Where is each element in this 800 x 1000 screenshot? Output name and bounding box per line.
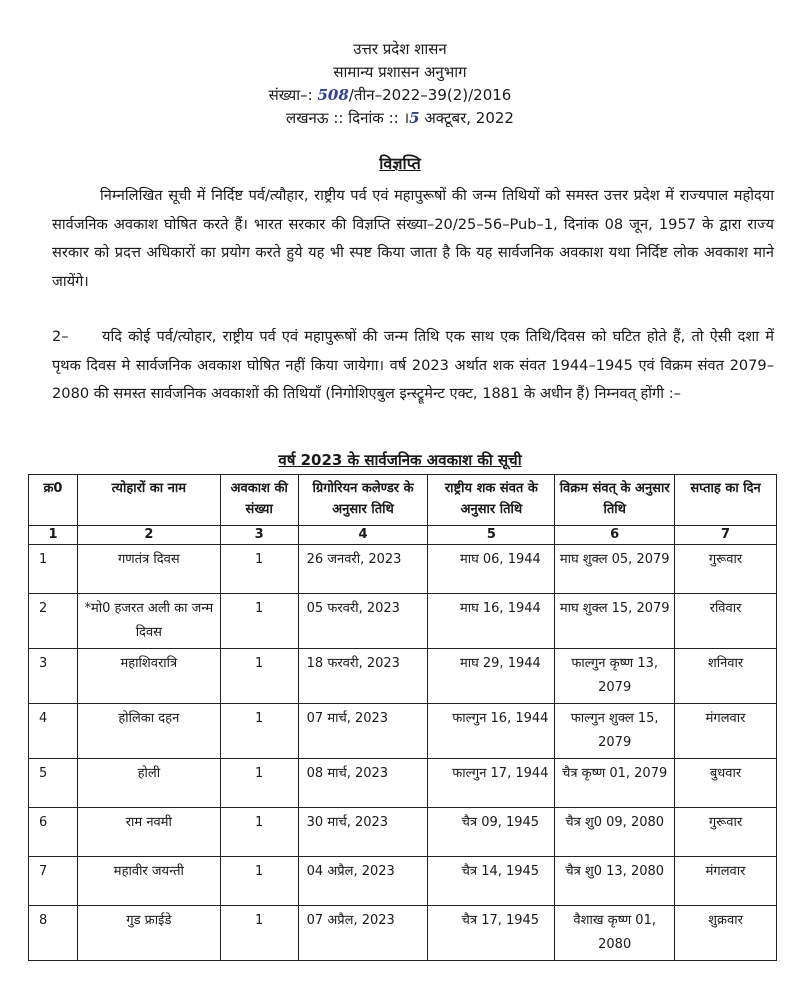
table-row — [29, 906, 777, 961]
weekday: मंगलवार — [675, 704, 777, 759]
festival-name: गुड फ्राईडे — [77, 906, 220, 961]
reference-prefix: संख्या–: — [268, 86, 313, 104]
holiday-count: 1 — [220, 759, 298, 808]
column-number: 5 — [428, 526, 555, 545]
weekday: शुक्रवार — [675, 906, 777, 961]
holiday-count: 1 — [220, 594, 298, 649]
column-number: 7 — [675, 526, 777, 545]
festival-name: होलिका दहन — [77, 704, 220, 759]
column-number: 4 — [298, 526, 428, 545]
paragraph-1: निम्नलिखित सूची में निर्दिष्ट पर्व/त्यौहार, राष्ट्रीय पर्व एवं महापुरूषों की जन्म तिथियों को समस्त उत्तर प्रदेश में राज्यपाल महोदया सार्वजनिक अवकाश घोषित करते हैं। भारत सरकार की विज्ञप्ति संख्या–20/25–56–Pub–1, दिनांक 08 जून, 1957 के द्वारा राज्य सरकार को प्रदत्त अधिकारों का प्रयोग करते हुये यह भी स्पष्ट किया जाता है कि यह सार्वजनिक अवकाश यथा निर्दिष्ट लोक अवकाश माने जायेंगे। — [52, 187, 774, 290]
handwritten-date-day: 5 — [409, 109, 420, 127]
gregorian-date: 07 अप्रैल, 2023 — [298, 906, 428, 961]
column-number: 2 — [77, 526, 220, 545]
shaka-date: माघ 06, 1944 — [428, 545, 555, 594]
gregorian-date: 30 मार्च, 2023 — [298, 808, 428, 857]
shaka-date: चैत्र 17, 1945 — [428, 906, 555, 961]
weekday: गुरूवार — [675, 808, 777, 857]
header-holiday-count: अवकाश की संख्या — [220, 475, 298, 526]
serial-number: 8 — [29, 906, 78, 961]
reference-number — [0, 84, 790, 107]
table-header-row — [29, 475, 777, 526]
column-number: 3 — [220, 526, 298, 545]
paragraph-2 — [52, 323, 774, 409]
shaka-date: चैत्र 14, 1945 — [428, 857, 555, 906]
handwritten-reference-number: 508 — [317, 86, 349, 104]
shaka-date: माघ 16, 1944 — [428, 594, 555, 649]
paragraph-2-text: यदि कोई पर्व/त्योहार, राष्ट्रीय पर्व एवं महापुरूषों की जन्म तिथि एक साथ एक तिथि/दिवस को घटित होते हैं, तो ऐसी दशा में पृथक दिवस मे सार्वजनिक अवकाश घोषित नहीं किया जायेगा। वर्ष 2023 अर्थात शक संवत 1944–1945 एवं विक्रम संवत 2079–2080 की समस्त सार्वजनिक अवकाशों की तिथियाँ (निगोशिएबुल इन्स्ट्रूमेन्ट एक्ट, 1881 के अधीन हैं) निम्नवत् होंगी :– — [52, 328, 774, 402]
serial-number: 7 — [29, 857, 78, 906]
header-gregorian-date: ग्रिगोरियन कलेण्डर के अनुसार तिथि — [298, 475, 428, 526]
serial-number: 3 — [29, 649, 78, 704]
header-weekday: सप्ताह का दिन — [675, 475, 777, 526]
weekday: मंगलवार — [675, 857, 777, 906]
weekday: शनिवार — [675, 649, 777, 704]
issue-date — [0, 107, 800, 130]
table-row — [29, 857, 777, 906]
shaka-date: फाल्गुन 16, 1944 — [428, 704, 555, 759]
vikram-date: चैत्र शु0 09, 2080 — [555, 808, 675, 857]
shaka-date: माघ 29, 1944 — [428, 649, 555, 704]
gregorian-date: 04 अप्रैल, 2023 — [298, 857, 428, 906]
vikram-date: चैत्र कृष्ण 01, 2079 — [555, 759, 675, 808]
festival-name: महावीर जयन्ती — [77, 857, 220, 906]
column-number: 1 — [29, 526, 78, 545]
gregorian-date: 08 मार्च, 2023 — [298, 759, 428, 808]
vikram-date: वैशाख कृष्ण 01, 2080 — [555, 906, 675, 961]
vikram-date: फाल्गुन कृष्ण 13, 2079 — [555, 649, 675, 704]
festival-name: होली — [77, 759, 220, 808]
reference-suffix: /तीन–2022–39(2)/2016 — [348, 86, 512, 104]
table-row — [29, 594, 777, 649]
weekday: बुधवार — [675, 759, 777, 808]
vikram-date: चैत्र शु0 13, 2080 — [555, 857, 675, 906]
table-row — [29, 759, 777, 808]
vikram-date: माघ शुक्ल 15, 2079 — [555, 594, 675, 649]
department-name: सामान्य प्रशासन अनुभाग — [333, 63, 467, 81]
vikram-date: माघ शुक्ल 05, 2079 — [555, 545, 675, 594]
weekday: गुरूवार — [675, 545, 777, 594]
gregorian-date: 26 जनवरी, 2023 — [298, 545, 428, 594]
festival-name: राम नवमी — [77, 808, 220, 857]
festival-name: गणतंत्र दिवस — [77, 545, 220, 594]
header-vikram-date: विक्रम संवत् के अनुसार तिथि — [555, 475, 675, 526]
holiday-count: 1 — [220, 545, 298, 594]
weekday: रविवार — [675, 594, 777, 649]
serial-number: 1 — [29, 545, 78, 594]
festival-name: महाशिवरात्रि — [77, 649, 220, 704]
serial-number: 2 — [29, 594, 78, 649]
shaka-date: चैत्र 09, 1945 — [428, 808, 555, 857]
gregorian-date: 05 फरवरी, 2023 — [298, 594, 428, 649]
document-title: विज्ञप्ति — [379, 154, 421, 173]
header-serial: क्र0 — [29, 475, 78, 526]
table-title: वर्ष 2023 के सार्वजनिक अवकाश की सूची — [278, 451, 522, 469]
serial-number: 5 — [29, 759, 78, 808]
paragraph-2-number: 2– — [52, 328, 69, 345]
column-number: 6 — [555, 526, 675, 545]
holiday-table — [28, 474, 777, 961]
table-row — [29, 545, 777, 594]
table-row — [29, 704, 777, 759]
holiday-count: 1 — [220, 857, 298, 906]
holiday-count: 1 — [220, 704, 298, 759]
vikram-date: फाल्गुन शुक्ल 15, 2079 — [555, 704, 675, 759]
header-festival-name: त्योहारों का नाम — [77, 475, 220, 526]
serial-number: 4 — [29, 704, 78, 759]
holiday-count: 1 — [220, 808, 298, 857]
holiday-count: 1 — [220, 649, 298, 704]
government-name: उत्तर प्रदेश शासन — [353, 40, 447, 58]
festival-name: *मो0 हजरत अली का जन्म दिवस — [77, 594, 220, 649]
date-prefix: लखनऊ :: दिनांक :: । — [286, 109, 410, 127]
shaka-date: फाल्गुन 17, 1944 — [428, 759, 555, 808]
gregorian-date: 18 फरवरी, 2023 — [298, 649, 428, 704]
date-suffix: अक्टूबर, 2022 — [424, 109, 514, 127]
table-row — [29, 649, 777, 704]
document-header — [0, 38, 800, 130]
header-shaka-date: राष्ट्रीय शक संवत के अनुसार तिथि — [428, 475, 555, 526]
gregorian-date: 07 मार्च, 2023 — [298, 704, 428, 759]
table-row — [29, 808, 777, 857]
serial-number: 6 — [29, 808, 78, 857]
column-number-row — [29, 526, 777, 545]
holiday-count: 1 — [220, 906, 298, 961]
